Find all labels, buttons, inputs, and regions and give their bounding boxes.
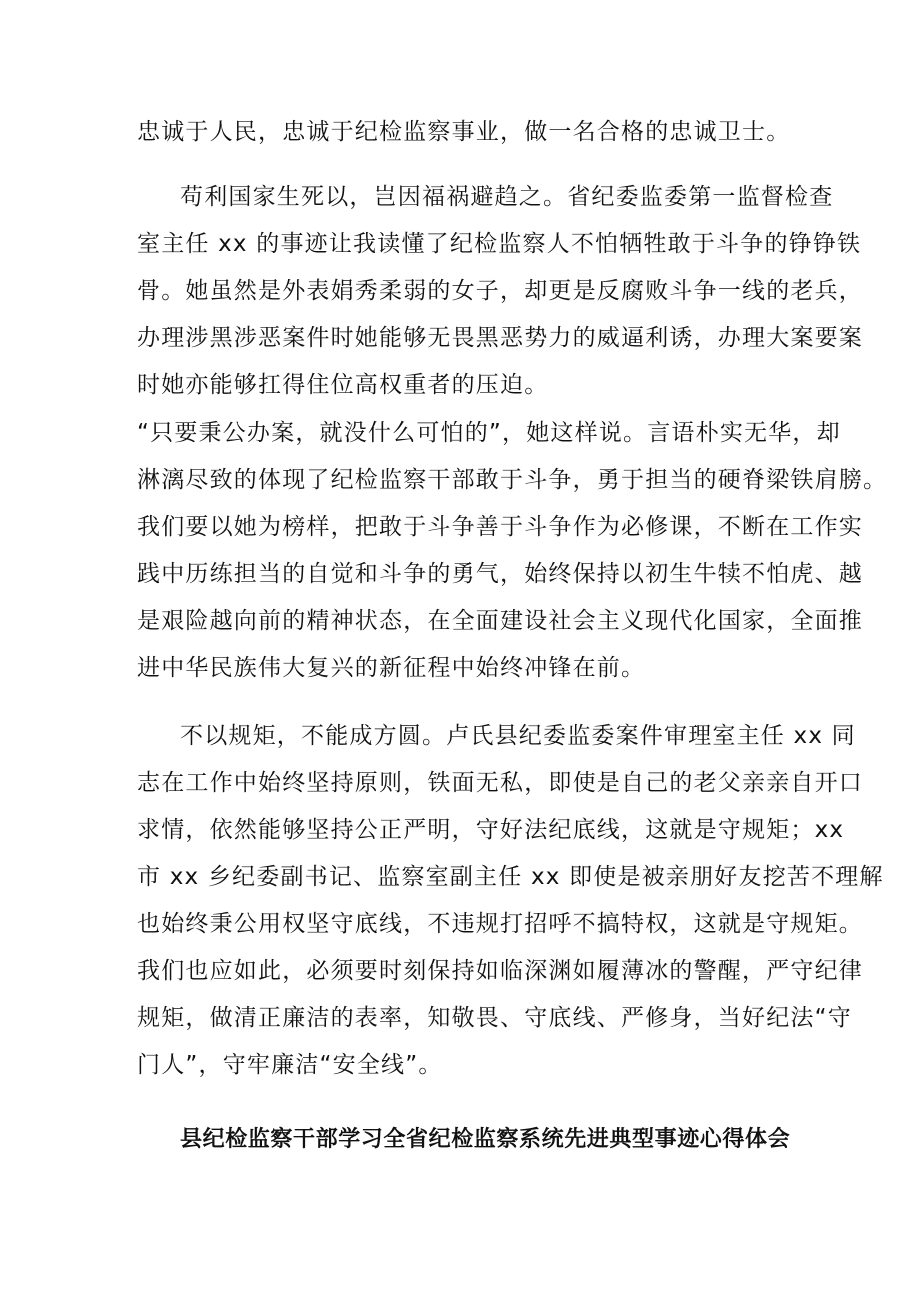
paragraph-line: “只要秉公办案，就没什么可怕的”，她这样说。言语朴实无华，却 (137, 420, 841, 446)
paragraph-line: 办理涉黑涉恶案件时她能够无畏黑恶势力的威逼利诱，办理大案要案 (137, 325, 863, 351)
paragraph-line: 进中华民族伟大复兴的新征程中始终冲锋在前。 (137, 655, 646, 681)
paragraph-line: 践中历练担当的自觉和斗争的勇气，始终保持以初生牛犊不怕虎、越 (137, 561, 863, 587)
paragraph-line: 也始终秉公用权坚守底线，不违规打招呼不搞特权，这就是守规矩。 (137, 911, 863, 937)
paragraph-line: 不以规矩，不能成方圆。卢氏县纪委监委案件审理室主任 xx 同 (180, 723, 856, 749)
paragraph-line: 我们也应如此，必须要时刻保持如临深渊如履薄冰的警醒，严守纪律 (137, 958, 863, 984)
paragraph-line: 室主任 xx 的事迹让我读懂了纪检监察人不怕牺牲敢于斗争的铮铮铁 (137, 231, 862, 257)
paragraph-line: 淋漓尽致的体现了纪检监察干部敢于斗争，勇于担当的硬脊梁铁肩膀。 (137, 467, 888, 493)
paragraph-line: 时她亦能够扛得住位高权重者的压迫。 (137, 372, 549, 398)
paragraph-line: 是艰险越向前的精神状态，在全面建设社会主义现代化国家，全面推 (137, 608, 863, 634)
document-title: 县纪检监察干部学习全省纪检监察系统先进典型事迹心得体会 (180, 1127, 791, 1152)
paragraph-line: 忠诚于人民，忠诚于纪检监察事业，做一名合格的忠诚卫士。 (137, 119, 791, 145)
paragraph-line: 我们要以她为榜样，把敢于斗争善于斗争作为必修课，不断在工作实 (137, 514, 863, 540)
paragraph-line: 苟利国家生死以，岂因福祸避趋之。省纪委监委第一监督检查 (180, 184, 834, 210)
paragraph-line: 市 xx 乡纪委副书记、监察室副主任 xx 即使是被亲朋好友挖苦不理解 (137, 864, 884, 890)
paragraph-line: 门人”，守牢廉洁“安全线”。 (137, 1052, 443, 1078)
paragraph-line: 志在工作中始终坚持原则，铁面无私，即使是自己的老父亲亲自开口 (137, 770, 863, 796)
paragraph-line: 求情，依然能够坚持公正严明，守好法纪底线，这就是守规矩；xx (137, 817, 845, 843)
paragraph-line: 规矩，做清正廉洁的表率，知敬畏、守底线、严修身，当好纪法“守 (137, 1005, 852, 1031)
paragraph-line: 骨。她虽然是外表娟秀柔弱的女子，却更是反腐败斗争一线的老兵， (137, 278, 863, 304)
